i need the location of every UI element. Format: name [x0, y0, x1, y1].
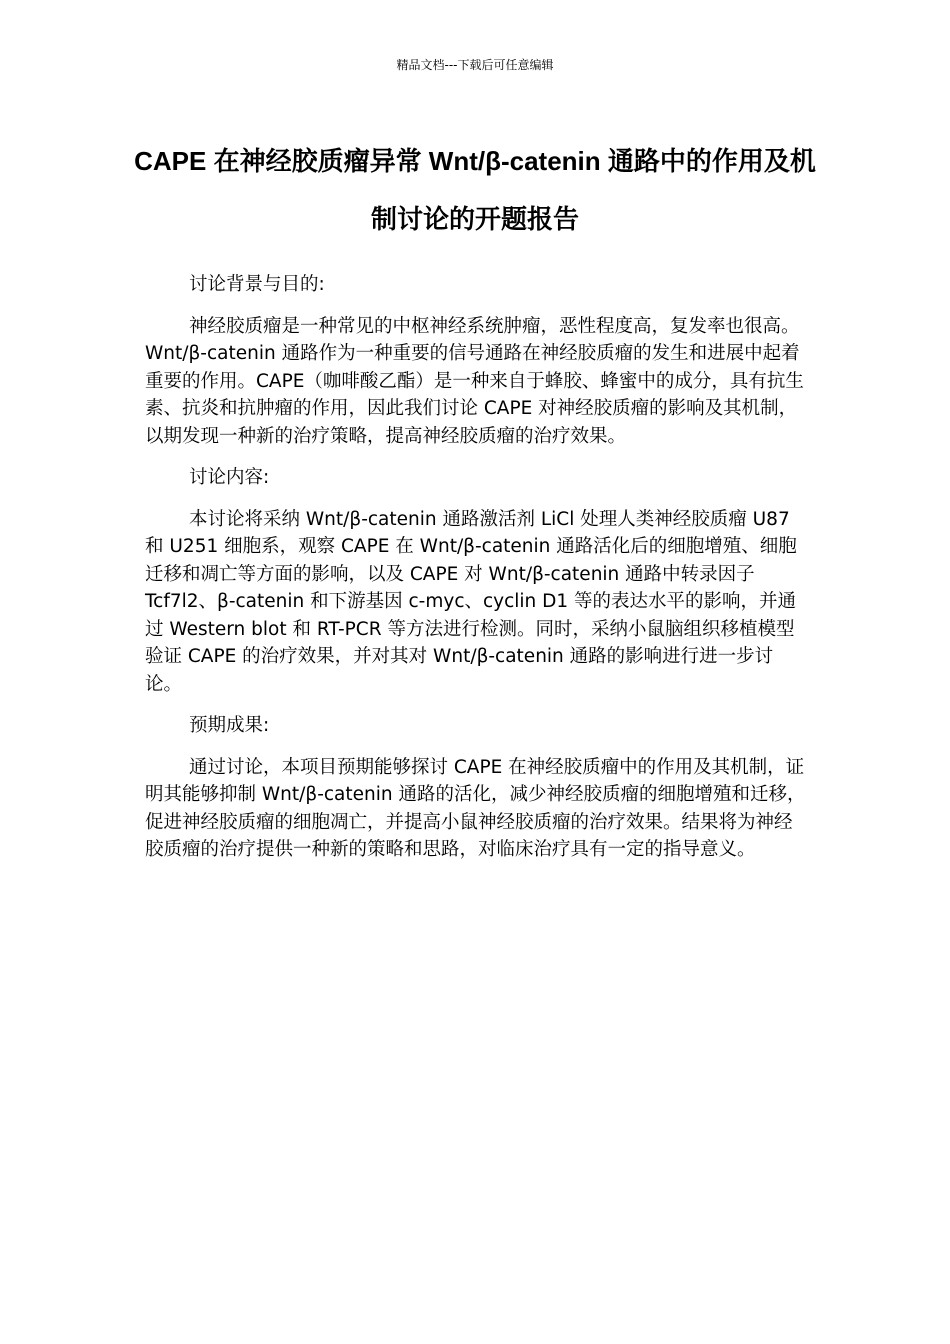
- section-heading-expected-results: 预期成果:: [189, 715, 270, 736]
- header-note: 精品文档---下载后可任意编辑: [396, 58, 554, 72]
- section-paragraph-expected-results: 通过讨论，本项目预期能够探讨 CAPE 在神经胶质瘤中的作用及其机制，证明其能够抑制 Wnt/β-catenin 通路的活化，减少神经胶质瘤的细胞增殖和迁移，促进神经胶质瘤的细胞凋亡，并提高小鼠神经胶质瘤的治疗效果。结果将为神经胶质瘤的治疗提供一种新的策略和思路，对临床治疗具有一定的指导意义。: [145, 756, 806, 860]
- document-body: [145, 271, 807, 878]
- section-heading-content: 讨论内容:: [189, 467, 270, 488]
- document-title: CAPE 在神经胶质瘤异常 Wnt/β-catenin 通路中的作用及机制讨论的开题报告: [134, 146, 816, 234]
- section-paragraph-background: 神经胶质瘤是一种常见的中枢神经系统肿瘤，恶性程度高，复发率也很高。Wnt/β-catenin 通路作为一种重要的信号通路在神经胶质瘤的发生和进展中起着重要的作用。CAPE（咖啡酸乙酯）是一种来自于蜂胶、蜂蜜中的成分，具有抗生素、抗炎和抗肿瘤的作用，因此我们讨论 CAPE 对神经胶质瘤的影响及其机制，以期发现一种新的治疗策略，提高神经胶质瘤的治疗效果。: [145, 315, 804, 447]
- section-paragraph-content: 本讨论将采纳 Wnt/β-catenin 通路激活剂 LiCl 处理人类神经胶质瘤 U87 和 U251 细胞系，观察 CAPE 在 Wnt/β-catenin 通路活化后的细胞增殖、细胞迁移和凋亡等方面的影响，以及 CAPE 对 Wnt/β-catenin 通路中转录因子 Tcf7l2、β-catenin 和下游基因 c-myc、cyclin D1 等的表达水平的影响，并通过 Western blot 和 RT-PCR 等方法进行检测。同时，采纳小鼠脑组织移植模型验证 CAPE 的治疗效果，并对其对 Wnt/β-catenin 通路的影响进行进一步讨论。: [145, 508, 797, 695]
- section-heading-background: 讨论背景与目的:: [189, 274, 325, 295]
